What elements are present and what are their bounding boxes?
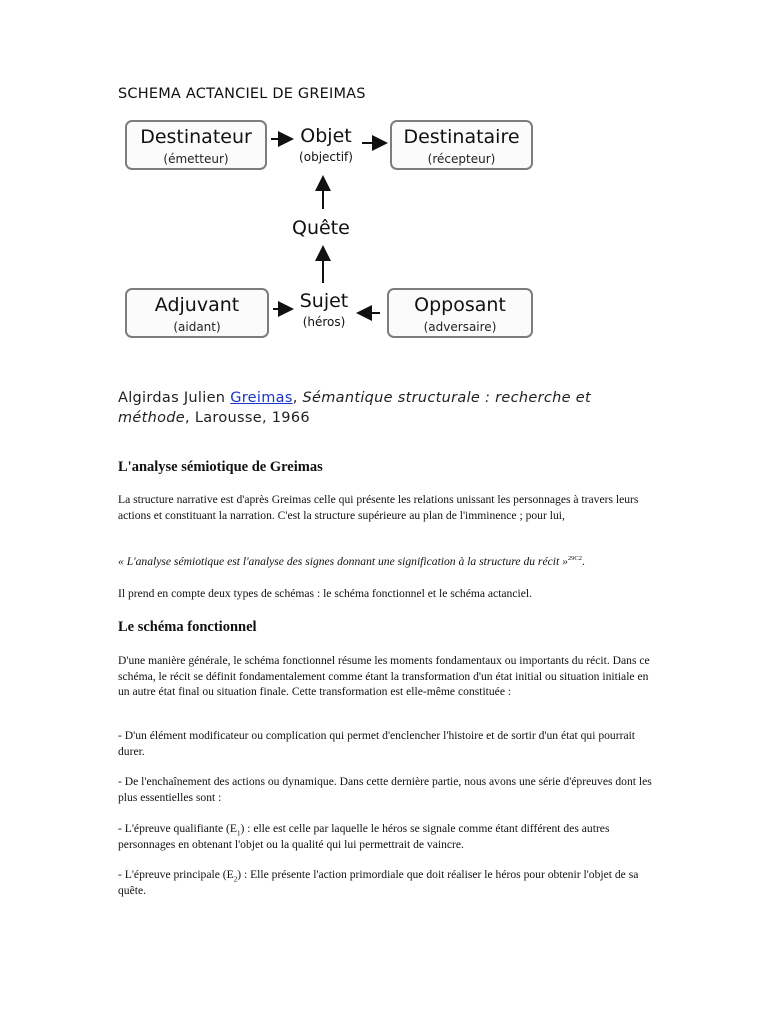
destinataire-sub: (récepteur): [427, 152, 496, 166]
citation-author-prefix: Algirdas Julien: [118, 390, 231, 406]
paragraph-types: Il prend en compte deux types de schémas : le schéma fonctionnel et le schéma actanciel.: [118, 587, 532, 600]
destinataire-label: Destinataire: [403, 126, 520, 148]
box-destinataire: [390, 120, 533, 170]
destinateur-sub: (émetteur): [163, 152, 229, 166]
quote-text: « L'analyse sémiotique est l'analyse des signes donnant une signification à la structure du récit »: [118, 555, 568, 568]
principale-subscript: 2: [233, 875, 238, 884]
actantial-diagram: [118, 113, 538, 345]
objet-sub: (objectif): [299, 150, 353, 164]
list-item-modificateur: - D'un élément modificateur ou complication qui permet d'enclencher l'histoire et de sortir d'un état qui pourrait durer.: [118, 729, 636, 758]
list-item-qualifiante: [118, 821, 658, 852]
box-opposant: [387, 288, 533, 338]
node-objet: [290, 125, 362, 165]
principale-text-a: - L'épreuve principale (E: [118, 868, 234, 881]
qualifiante-subscript: 1: [236, 829, 241, 838]
box-adjuvant: [125, 288, 269, 338]
qualifiante-text-a: - L'épreuve qualifiante (E: [118, 822, 237, 835]
adjuvant-sub: (aidant): [173, 320, 221, 334]
paragraph-structure: La structure narrative est d'après Greimas celle qui présente les relations unissant les personnages à travers leurs actions et constituant la narration. C'est la structure supérieure au plan de l'imminence ; pour lui,: [118, 493, 639, 522]
opposant-label: Opposant: [414, 294, 506, 316]
greimas-link[interactable]: Greimas: [230, 390, 293, 406]
list-item-enchainement: - De l'enchaînement des actions ou dynamique. Dans cette dernière partie, nous avons une série d'épreuves dont les plus essentielles sont :: [118, 775, 652, 804]
section-heading-analyse: L'analyse sémiotique de Greimas: [118, 459, 323, 475]
quote-paragraph: [118, 554, 658, 570]
qualifiante-text-b: ) : elle est celle par laquelle le héros se signale comme étant différent des autres personnages en obtenant l'objet ou la qualité qui lui permettrait de vaincre.: [118, 822, 610, 851]
quote-footnote: 29C2: [567, 555, 582, 563]
quete-label: Quête: [292, 217, 350, 239]
node-sujet: [294, 290, 354, 330]
citation-separator: ,: [292, 390, 303, 406]
document-title: SCHEMA ACTANCIEL DE GREIMAS: [118, 86, 366, 102]
citation-publisher: , Larousse, 1966: [185, 410, 310, 426]
objet-label: Objet: [300, 125, 352, 147]
destinateur-label: Destinateur: [140, 126, 252, 148]
section-heading-fonctionnel: Le schéma fonctionnel: [118, 619, 257, 635]
opposant-sub: (adversaire): [423, 320, 497, 334]
quote-end: .: [581, 555, 585, 568]
paragraph-fonctionnel: D'une manière générale, le schéma fonctionnel résume les moments fondamentaux ou importants du récit. Dans ce schéma, le récit se définit fondamentalement comme étant la transformation d'un état initial ou situation initiale en un autre état final ou situation finale. Cette transformation est elle-même constituée :: [118, 654, 650, 698]
box-destinateur: [125, 120, 267, 170]
sujet-sub: (héros): [302, 315, 346, 329]
sujet-label: Sujet: [299, 290, 349, 312]
list-item-principale: [118, 867, 658, 898]
citation-work-title: Sémantique structurale : recherche et méthode: [118, 390, 591, 426]
principale-text-b: ) : Elle présente l'action primordiale que doit réaliser le héros pour obtenir l'objet de sa quête.: [118, 868, 639, 897]
adjuvant-label: Adjuvant: [154, 294, 240, 316]
citation: [118, 388, 618, 428]
